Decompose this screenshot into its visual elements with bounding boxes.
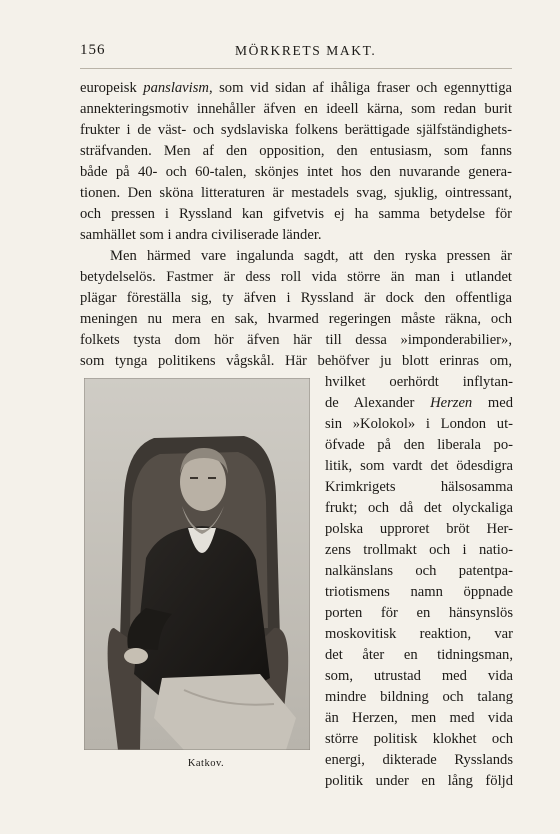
emphasized-term: Herzen [430, 395, 473, 411]
text-line [325, 477, 513, 498]
text-run: polska upproret bröt Her- [325, 521, 513, 537]
text-run: större politisk klokhet och [325, 731, 513, 747]
emphasized-term: panslavism [143, 80, 209, 96]
text-run: triotismens namn öppnade [325, 584, 513, 600]
text-run: med [472, 395, 513, 411]
text-line [325, 603, 513, 624]
text-run: frukt; och då det olyckaliga [325, 500, 513, 516]
text-line [80, 141, 512, 162]
text-line [325, 372, 513, 393]
text-line [325, 729, 513, 750]
text-line [325, 708, 513, 729]
paragraph-2 [80, 246, 512, 372]
text-line [325, 456, 513, 477]
text-line [325, 582, 513, 603]
text-line [325, 687, 513, 708]
text-line: plägar föreställa sig, ty äfven i Ryssland är dock den offentliga [80, 290, 512, 306]
text-line [325, 750, 513, 771]
portrait-figure [84, 378, 310, 750]
side-column-text [325, 372, 513, 792]
text-line [325, 393, 513, 414]
text-line [325, 645, 513, 666]
text-run: frukter i de väst- och sydslaviska folkens berättigade själfständighets- [80, 122, 512, 138]
text-line [325, 519, 513, 540]
text-run: mindre bildning och talang [325, 689, 513, 705]
text-run: samhället som i andra civiliserade länder. [80, 227, 322, 243]
text-run: sträfvanden. Men af den opposition, den entusiasm, som fanns [80, 143, 512, 159]
text-run: Krimkrigets hälsosamma [325, 479, 513, 495]
text-run: porten för en hänsynslös [325, 605, 513, 621]
text-line [80, 162, 512, 183]
text-run: politik under en lång följd [325, 773, 513, 789]
page-number: 156 [80, 42, 106, 58]
text-line: folkets tysta dom hör äfven här till dessa »imponderabilier», [80, 332, 512, 348]
text-run: både på 40- och 60-talen, skönjes intet hos den nuvarande genera- [80, 164, 512, 180]
text-line [80, 120, 512, 141]
portrait-photo [84, 378, 310, 750]
text-line: meningen nu mera en sak, hvarmed regeringen måste räkna, och [80, 311, 512, 327]
text-line [80, 204, 512, 225]
text-line [80, 78, 512, 99]
text-line [325, 498, 513, 519]
header-rule [80, 68, 512, 69]
text-run: än Herzen, men med vida [325, 710, 513, 726]
text-run: litik, som vardt det ödesdigra [325, 458, 513, 474]
text-line [325, 561, 513, 582]
text-line [325, 771, 513, 792]
running-head [80, 42, 512, 64]
text-run: energi, dikterade Rysslands [325, 752, 513, 768]
paragraph-1 [80, 78, 512, 246]
text-line [80, 183, 512, 204]
text-run: öfvade på den liberala po- [325, 437, 513, 453]
text-run: zens trollmakt och i natio- [325, 542, 513, 558]
text-run: moskovitisk reaktion, var [325, 626, 513, 642]
text-run: som, utrustad med vida [325, 668, 513, 684]
text-line [325, 435, 513, 456]
text-line [325, 540, 513, 561]
text-run: europeisk [80, 80, 144, 96]
text-run: det åter en tidningsman, [325, 647, 513, 663]
text-run: annekteringsmotiv innehåller äfven en ideell kärna, som redan burit [80, 101, 512, 117]
text-line [325, 624, 513, 645]
text-run: , som vid sidan af ihåliga fraser och egennyttiga [208, 80, 512, 96]
running-title: MÖRKRETS MAKT. [235, 43, 377, 58]
text-line: som tynga politikens vågskål. Här behöfver ju blott erinras om, [80, 353, 512, 369]
text-line: Men härmed vare ingalunda sagdt, att den ryska pressen är [110, 248, 512, 264]
text-run: de Alexander [325, 395, 431, 411]
text-run: och pressen i Ryssland kan gifvetvis ej ha samma betydelse för [80, 206, 512, 222]
figure-caption: Katkov. [187, 758, 225, 769]
text-line [325, 414, 513, 435]
text-line [80, 225, 512, 246]
text-line [325, 666, 513, 687]
text-run: nalkänslans och patentpa- [325, 563, 513, 579]
text-line [80, 99, 512, 120]
text-run: sin »Kolokol» i London ut- [325, 416, 513, 432]
text-run: tionen. Den sköna litteraturen är mestadels svag, sjuklig, ointressant, [80, 185, 512, 201]
text-line: betydelselös. Fastmer är dess roll vida större än man i utlandet [80, 269, 512, 285]
text-run: hvilket oerhördt inflytan- [325, 374, 513, 390]
